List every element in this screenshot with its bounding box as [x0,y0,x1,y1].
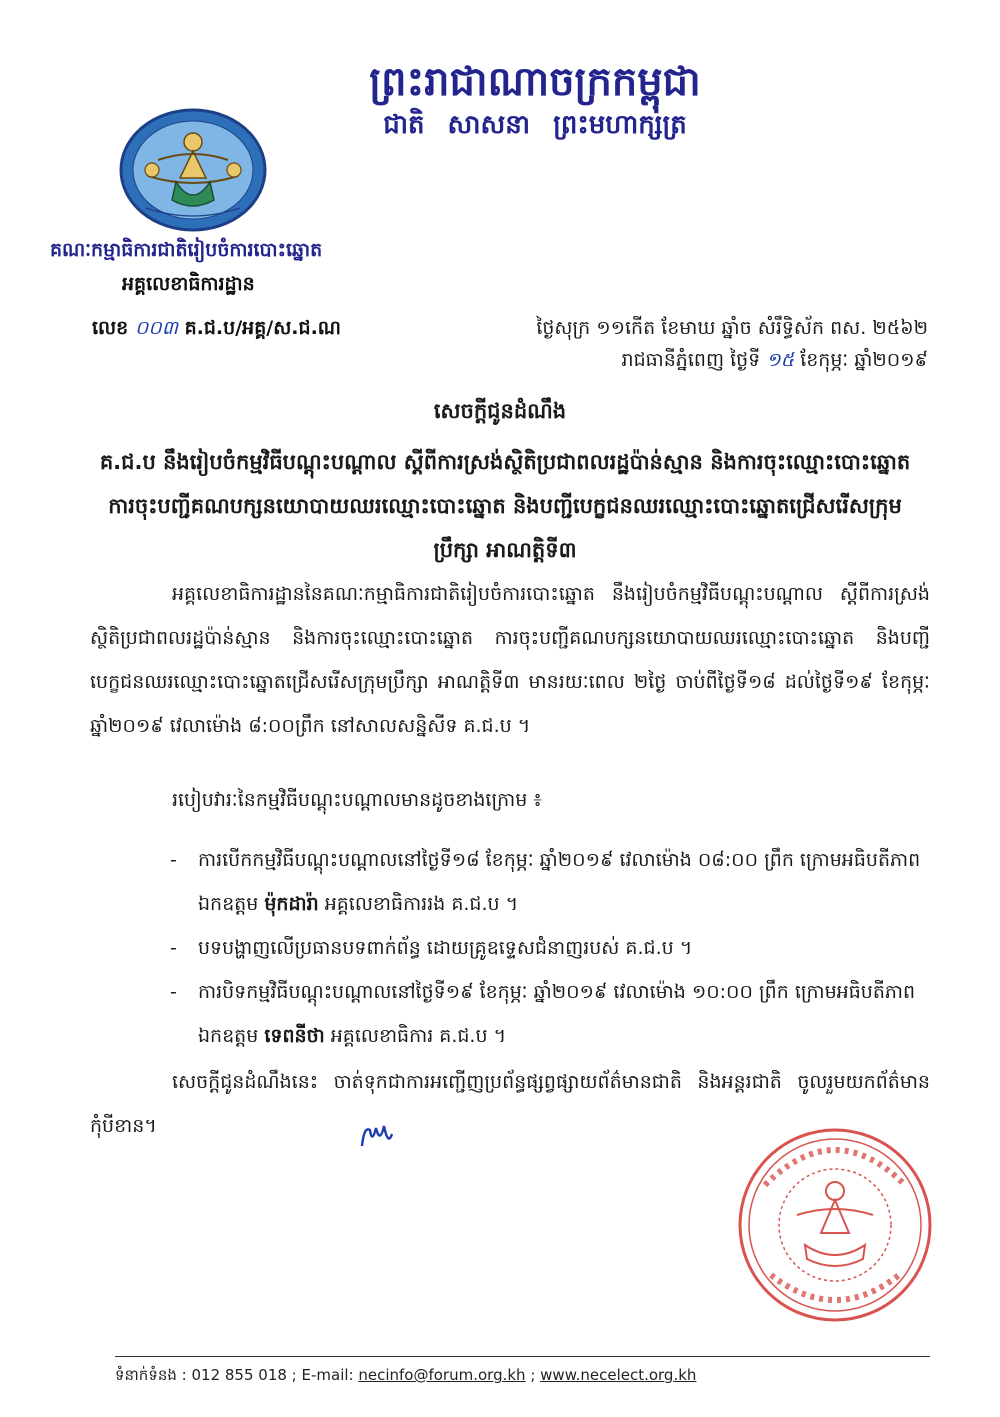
solar-date [480,348,928,376]
footer-separator: ; [525,1366,541,1384]
solar-date-suffix: ខែកុម្ភៈ ឆ្នាំ២០១៩ [800,349,928,371]
solar-date-day: ១៥ [766,349,795,371]
program-list [170,838,930,1058]
department-name: អគ្គលេខាធិការដ្ឋាន [122,273,255,295]
reference-suffix: គ.ជ.ប/អគ្គ/ស.ជ.ណ [184,317,341,339]
organization-name: គណៈកម្មាធិការជាតិរៀបចំការបោះឆ្នោត [50,239,323,261]
program-item-role: អគ្គលេខាធិការ គ.ជ.ប ។ [330,1025,507,1047]
reference-value: ០០៣ [134,317,178,339]
program-item-text: ការបិទកម្មវិធីបណ្តុះបណ្តាលនៅថ្ងៃទី១៩ ខែកុម្ភៈ ឆ្នាំ២០១៩ វេលាម៉ោង ១០:០០ ព្រឹក ក្រោមអធិបតីភាពឯកឧត្តម [198,981,916,1047]
closing-paragraph: សេចក្តីជូនដំណឹងនេះ ចាត់ទុកជាការអញ្ជើញប្រព័ន្ធផ្សព្វផ្សាយព័ត៌មានជាតិ និងអន្តរជាតិ ចូលរួមយកព័ត៌មានកុំបីខាន។ [90,1071,930,1137]
program-item-name: ម៉ុកដារ៉ា [264,893,319,915]
list-dash: - [170,849,177,871]
program-title: របៀបវារៈនៃកម្មវិធីបណ្តុះបណ្តាលមានដូចខាងក្រោម ៖ [172,789,542,811]
contact-label: ទំនាក់ទំនង : 012 855 018 ; E-mail: [115,1366,359,1384]
official-seal-stamp [735,1125,935,1325]
handwritten-initial-icon [358,1116,398,1156]
reference-number [92,316,341,344]
kingdom-title: ព្រះរាជាណាចក្រកម្ពុជា [369,58,701,105]
solar-date-prefix: រាជធានីភ្នំពេញ ថ្ងៃទី [621,349,761,371]
program-item-role: អគ្គលេខាធិការរង គ.ជ.ប ។ [324,893,519,915]
notice-subject: គ.ជ.ប នឹងរៀបចំកម្មវិធីបណ្តុះបណ្តាល ស្តីពីការស្រង់ស្ថិតិប្រជាពលរដ្ឋប៉ាន់ស្មាន និងការចុះឈ្មោះបោះឆ្នោត ការចុះបញ្ជីគណបក្សនយោបាយឈរឈ្មោះបោះឆ្នោត និងបញ្ជីបេក្ខជនឈរឈ្មោះបោះឆ្នោតជ្រើសរើសក្រុមប្រឹក្សា អាណត្តិទី៣ [99,450,911,562]
lunar-date: ថ្ងៃសុក្រ ១១កើត ខែមាឃ ឆ្នាំច សំរឹទ្ធិស័ក ពស. ២៥៦២ [536,317,928,339]
national-motto: ជាតិ សាសនា ព្រះមហាក្សត្រ [383,110,687,140]
program-item [170,838,930,926]
list-dash: - [170,937,177,959]
nec-emblem-logo [118,108,268,232]
program-item-text: ការបើកកម្មវិធីបណ្តុះបណ្តាលនៅថ្ងៃទី១៨ ខែកុម្ភៈ ឆ្នាំ២០១៩ វេលាម៉ោង ០៨:០០ ព្រឹក ក្រោមអធិបតីភាពឯកឧត្តម [198,849,921,915]
body-paragraph: អគ្គលេខាធិការដ្ឋាននៃគណៈកម្មាធិការជាតិរៀបចំការបោះឆ្នោត នឹងរៀបចំកម្មវិធីបណ្តុះបណ្តាល ស្តីពីការស្រង់ស្ថិតិប្រជាពលរដ្ឋប៉ាន់ស្មាន និងការចុះឈ្មោះបោះឆ្នោត ការចុះបញ្ជីគណបក្សនយោបាយឈរឈ្មោះបោះឆ្នោត និងបញ្ជីបេក្ខជនឈរឈ្មោះបោះឆ្នោតជ្រើសរើសក្រុមប្រឹក្សា អាណត្តិទី៣ មានរយៈពេល ២ថ្ងៃ ចាប់ពីថ្ងៃទី១៨ ដល់ថ្ងៃទី១៩ ខែកុម្ភៈ ឆ្នាំ២០១៩ វេលាម៉ោង ៨:០០ព្រឹក នៅសាលសន្និសីទ គ.ជ.ប ។ [90,583,930,737]
footer-contact [115,1366,696,1388]
program-item-name: ទេពនីថា [264,1025,325,1047]
program-item [170,926,930,970]
email-link[interactable]: necinfo@forum.org.kh [358,1366,526,1384]
footer-divider [115,1356,930,1357]
program-item [170,970,930,1058]
reference-label: លេខ [92,317,129,339]
program-item-text: បទបង្ហាញលើប្រធានបទពាក់ព័ន្ធ ដោយគ្រូឧទ្ទេសជំនាញរបស់ គ.ជ.ប ។ [198,937,693,959]
list-dash: - [170,981,177,1003]
notice-title: សេចក្តីជូនដំណឹង [433,399,567,423]
website-link[interactable]: www.necelect.org.kh [540,1366,697,1384]
